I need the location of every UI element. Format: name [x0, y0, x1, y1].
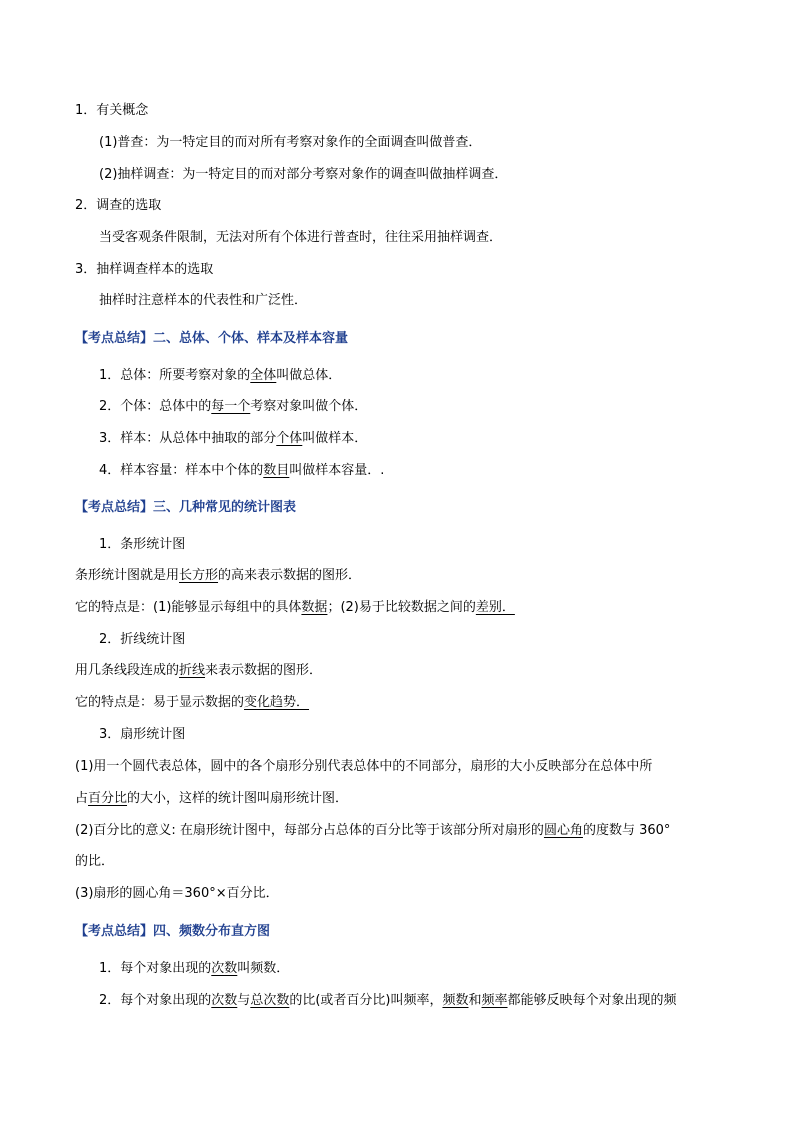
rel-freq-mid-1: 与 [237, 993, 251, 1008]
total-def-underlined: 全体 [250, 368, 277, 383]
pie-paragraph-2-line-a [75, 821, 670, 841]
pie-paragraph-2-line-b: 的比． [75, 854, 115, 869]
item1-paragraph-2: (2)抽样调查：为一特定目的而对部分考察对象作的调查叫做抽样调查． [99, 167, 508, 182]
bar-feature-underlined-2: 差别． [475, 600, 515, 615]
section2-heading: 【考点总结】二、总体、个体、样本及样本容量 [75, 331, 349, 346]
bar-chart-definition [75, 566, 361, 586]
rel-freq-underlined-1: 次数 [211, 993, 238, 1008]
bar-feature-underlined-1: 数据 [301, 600, 328, 615]
bar-chart-feature [75, 598, 515, 618]
bar-chart-title: 1．条形统计图 [99, 537, 186, 552]
section3-heading: 【考点总结】三、几种常见的统计图表 [75, 500, 297, 515]
line-def-pre: 用几条线段连成的 [75, 663, 180, 678]
rel-freq-underlined-2: 总次数 [250, 993, 290, 1008]
pie-p2a-underlined: 圆心角 [543, 823, 583, 838]
pie-paragraph-3: (3)扇形的圆心角＝360°×百分比． [75, 886, 279, 901]
pie-p1b-post: 的大小，这样的统计图叫扇形统计图． [127, 791, 349, 806]
rel-freq-post: 都能够反映每个对象出现的频 [507, 993, 677, 1008]
frequency-definition [99, 959, 289, 979]
line-feature-pre: 它的特点是：易于显示数据的 [75, 695, 245, 710]
bar-feature-pre: 它的特点是：(1)能够显示每组中的具体 [75, 600, 302, 615]
rel-freq-mid-2: 的比(或者百分比)叫频率， [289, 993, 443, 1008]
item1-title: 1．有关概念 [75, 103, 149, 118]
line-chart-title: 2．折线统计图 [99, 632, 186, 647]
line-chart-definition [75, 661, 322, 681]
rel-freq-mid-3: 和 [468, 993, 482, 1008]
individual-def-post: 考察对象叫做个体． [250, 399, 368, 414]
bar-def-underlined: 长方形 [179, 568, 219, 583]
pie-paragraph-1-line-b [75, 789, 348, 809]
frequency-def-pre: 1．每个对象出现的 [99, 961, 212, 976]
section4-heading: 【考点总结】四、频数分布直方图 [75, 924, 271, 939]
rel-freq-underlined-3: 频数 [442, 993, 469, 1008]
line-def-post: 来表示数据的图形． [205, 663, 323, 678]
item2-paragraph-1: 当受客观条件限制，无法对所有个体进行普查时，往往采用抽样调查． [99, 230, 503, 245]
individual-def-pre: 2．个体：总体中的 [99, 399, 212, 414]
rel-freq-pre: 2．每个对象出现的 [99, 993, 212, 1008]
pie-p2a-post: 的度数与 360° [582, 823, 671, 838]
sample-def-pre: 3．样本：从总体中抽取的部分 [99, 431, 277, 446]
sample-def-underlined: 个体 [276, 431, 303, 446]
bar-def-post: 的高来表示数据的图形． [218, 568, 362, 583]
line-def-underlined: 折线 [179, 663, 206, 678]
line-chart-feature [75, 693, 309, 713]
pie-chart-title: 3．扇形统计图 [99, 727, 186, 742]
sample-size-def-underlined: 数目 [263, 463, 290, 478]
sample-definition [99, 429, 367, 449]
item2-title: 2．调查的选取 [75, 198, 162, 213]
individual-definition [99, 397, 367, 417]
sample-def-post: 叫做样本． [302, 431, 368, 446]
total-def-pre: 1．总体：所要考察对象的 [99, 368, 251, 383]
total-definition [99, 366, 341, 386]
rel-freq-underlined-4: 频率 [481, 993, 508, 1008]
pie-p1b-pre: 占 [75, 791, 89, 806]
bar-def-pre: 条形统计图就是用 [75, 568, 180, 583]
individual-def-underlined: 每一个 [211, 399, 251, 414]
sample-size-def-pre: 4．样本容量：样本中个体的 [99, 463, 264, 478]
line-feature-underlined: 变化趋势． [244, 695, 310, 710]
item3-title: 3．抽样调查样本的选取 [75, 262, 214, 277]
pie-p1b-underlined: 百分比 [88, 791, 128, 806]
relative-frequency-definition [99, 991, 677, 1011]
item1-paragraph-1: (1)普查：为一特定目的而对所有考察对象作的全面调查叫做普查． [99, 135, 482, 150]
frequency-def-post: 叫频数． [237, 961, 290, 976]
bar-feature-mid: ；(2)易于比较数据之间的 [327, 600, 476, 615]
total-def-post: 叫做总体． [276, 368, 342, 383]
pie-p2a-pre: (2)百分比的意义: 在扇形统计图中，每部分占总体的百分比等于该部分所对扇形的 [75, 823, 544, 838]
sample-size-def-post: 叫做样本容量．. [289, 463, 385, 478]
frequency-def-underlined: 次数 [211, 961, 238, 976]
sample-size-definition [99, 461, 384, 481]
item3-paragraph-1: 抽样时注意样本的代表性和广泛性． [99, 293, 308, 308]
pie-paragraph-1-line-a: (1)用一个圆代表总体，圆中的各个扇形分别代表总体中的不同部分，扇形的大小反映部分在总体中所 [75, 759, 653, 774]
